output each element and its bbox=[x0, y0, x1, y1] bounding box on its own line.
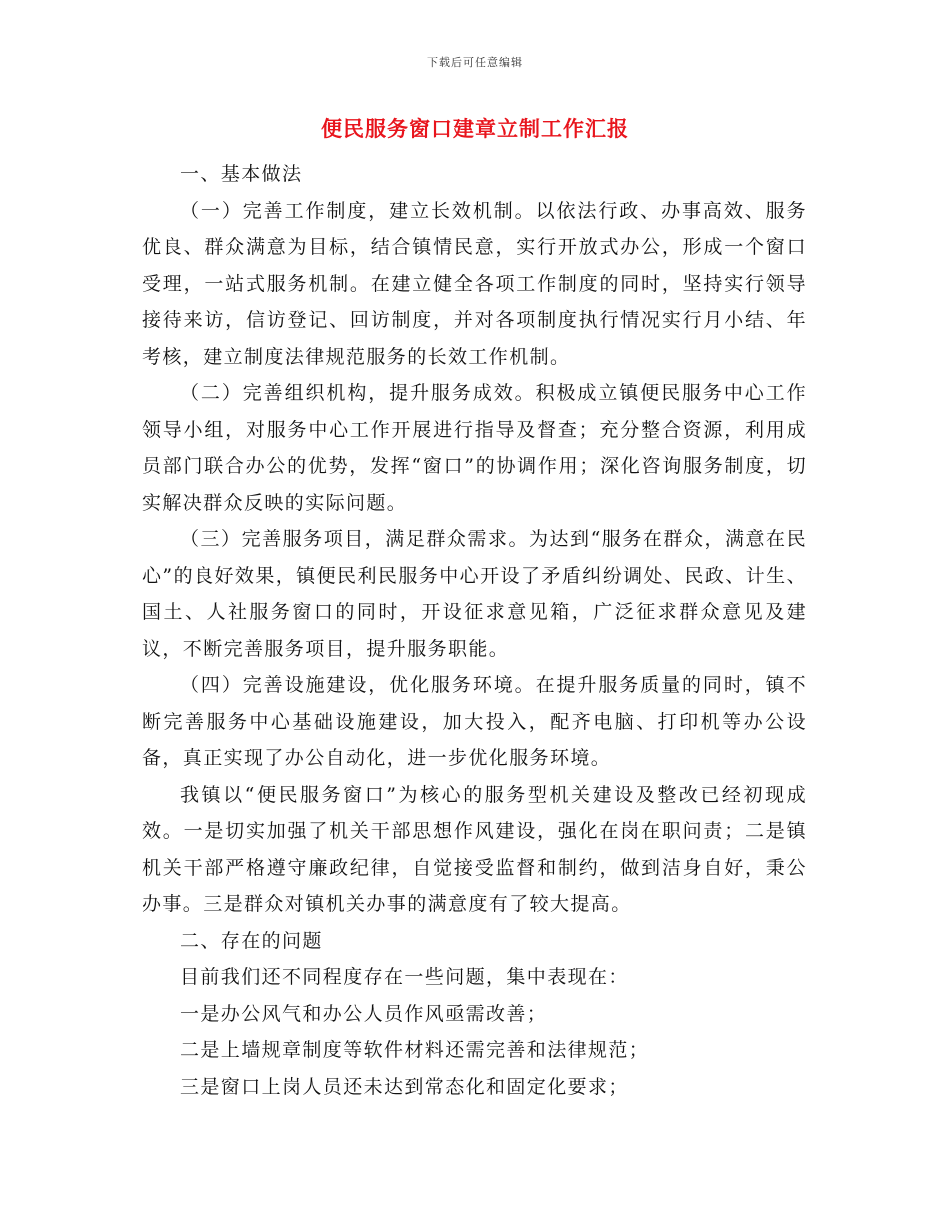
list-item-problem-3: 三是窗口上岗人员还未达到常态化和固定化要求； bbox=[180, 1075, 629, 1098]
document-body bbox=[142, 156, 807, 1105]
list-item-problem-1: 一是办公风气和办公人员作风亟需改善； bbox=[180, 1002, 548, 1025]
paragraph-results: 我镇以“便民服务窗口”为核心的服务型机关建设及整改已经初现成效。一是切实加强了机关干部思想作风建设，强化在岗在职问责；二是镇机关干部严格遵守廉政纪律，自觉接受监督和制约，做到洁身自好，秉公办事。三是群众对镇机关办事的满意度有了较大提高。 bbox=[142, 783, 807, 915]
paragraph-facilities: （四）完善设施建设，优化服务环境。在提升服务质量的同时，镇不断完善服务中心基础设施建设，加大投入，配齐电脑、打印机等办公设备，真正实现了办公自动化，进一步优化服务环境。 bbox=[142, 674, 807, 769]
document-title: 便民服务窗口建章立制工作汇报 bbox=[321, 116, 629, 141]
paragraph-organization: （二）完善组织机构，提升服务成效。积极成立镇便民服务中心工作领导小组，对服务中心工作开展进行指导及督查；充分整合资源，利用成员部门联合办公的优势，发挥“窗口”的协调作用；深化咨询服务制度，切实解决群众反映的实际问题。 bbox=[142, 382, 807, 514]
paragraph-work-system: （一）完善工作制度，建立长效机制。以依法行政、办事高效、服务优良、群众满意为目标，结合镇情民意，实行开放式办公，形成一个窗口受理，一站式服务机制。在建立健全各项工作制度的同时，坚持实行领导接待来访，信访登记、回访制度，并对各项制度执行情况实行月小结、年考核，建立制度法律规范服务的长效工作机制。 bbox=[142, 199, 807, 368]
section-heading-problems: 二、存在的问题 bbox=[180, 929, 323, 952]
header-note: 下载后可任意编辑 bbox=[427, 56, 523, 69]
paragraph-problems-intro: 目前我们还不同程度存在一些问题，集中表现在： bbox=[180, 966, 629, 988]
list-item-problem-2: 二是上墙规章制度等软件材料还需完善和法律规范； bbox=[180, 1039, 650, 1061]
paragraph-service-items: （三）完善服务项目，满足群众需求。为达到“服务在群众，满意在民心”的良好效果，镇便民利民服务中心开设了矛盾纠纷调处、民政、计生、国土、人社服务窗口的同时，开设征求意见箱，广泛征求群众意见及建议，不断完善服务项目，提升服务职能。 bbox=[142, 528, 807, 660]
section-heading-basic-practices: 一、基本做法 bbox=[180, 163, 303, 185]
